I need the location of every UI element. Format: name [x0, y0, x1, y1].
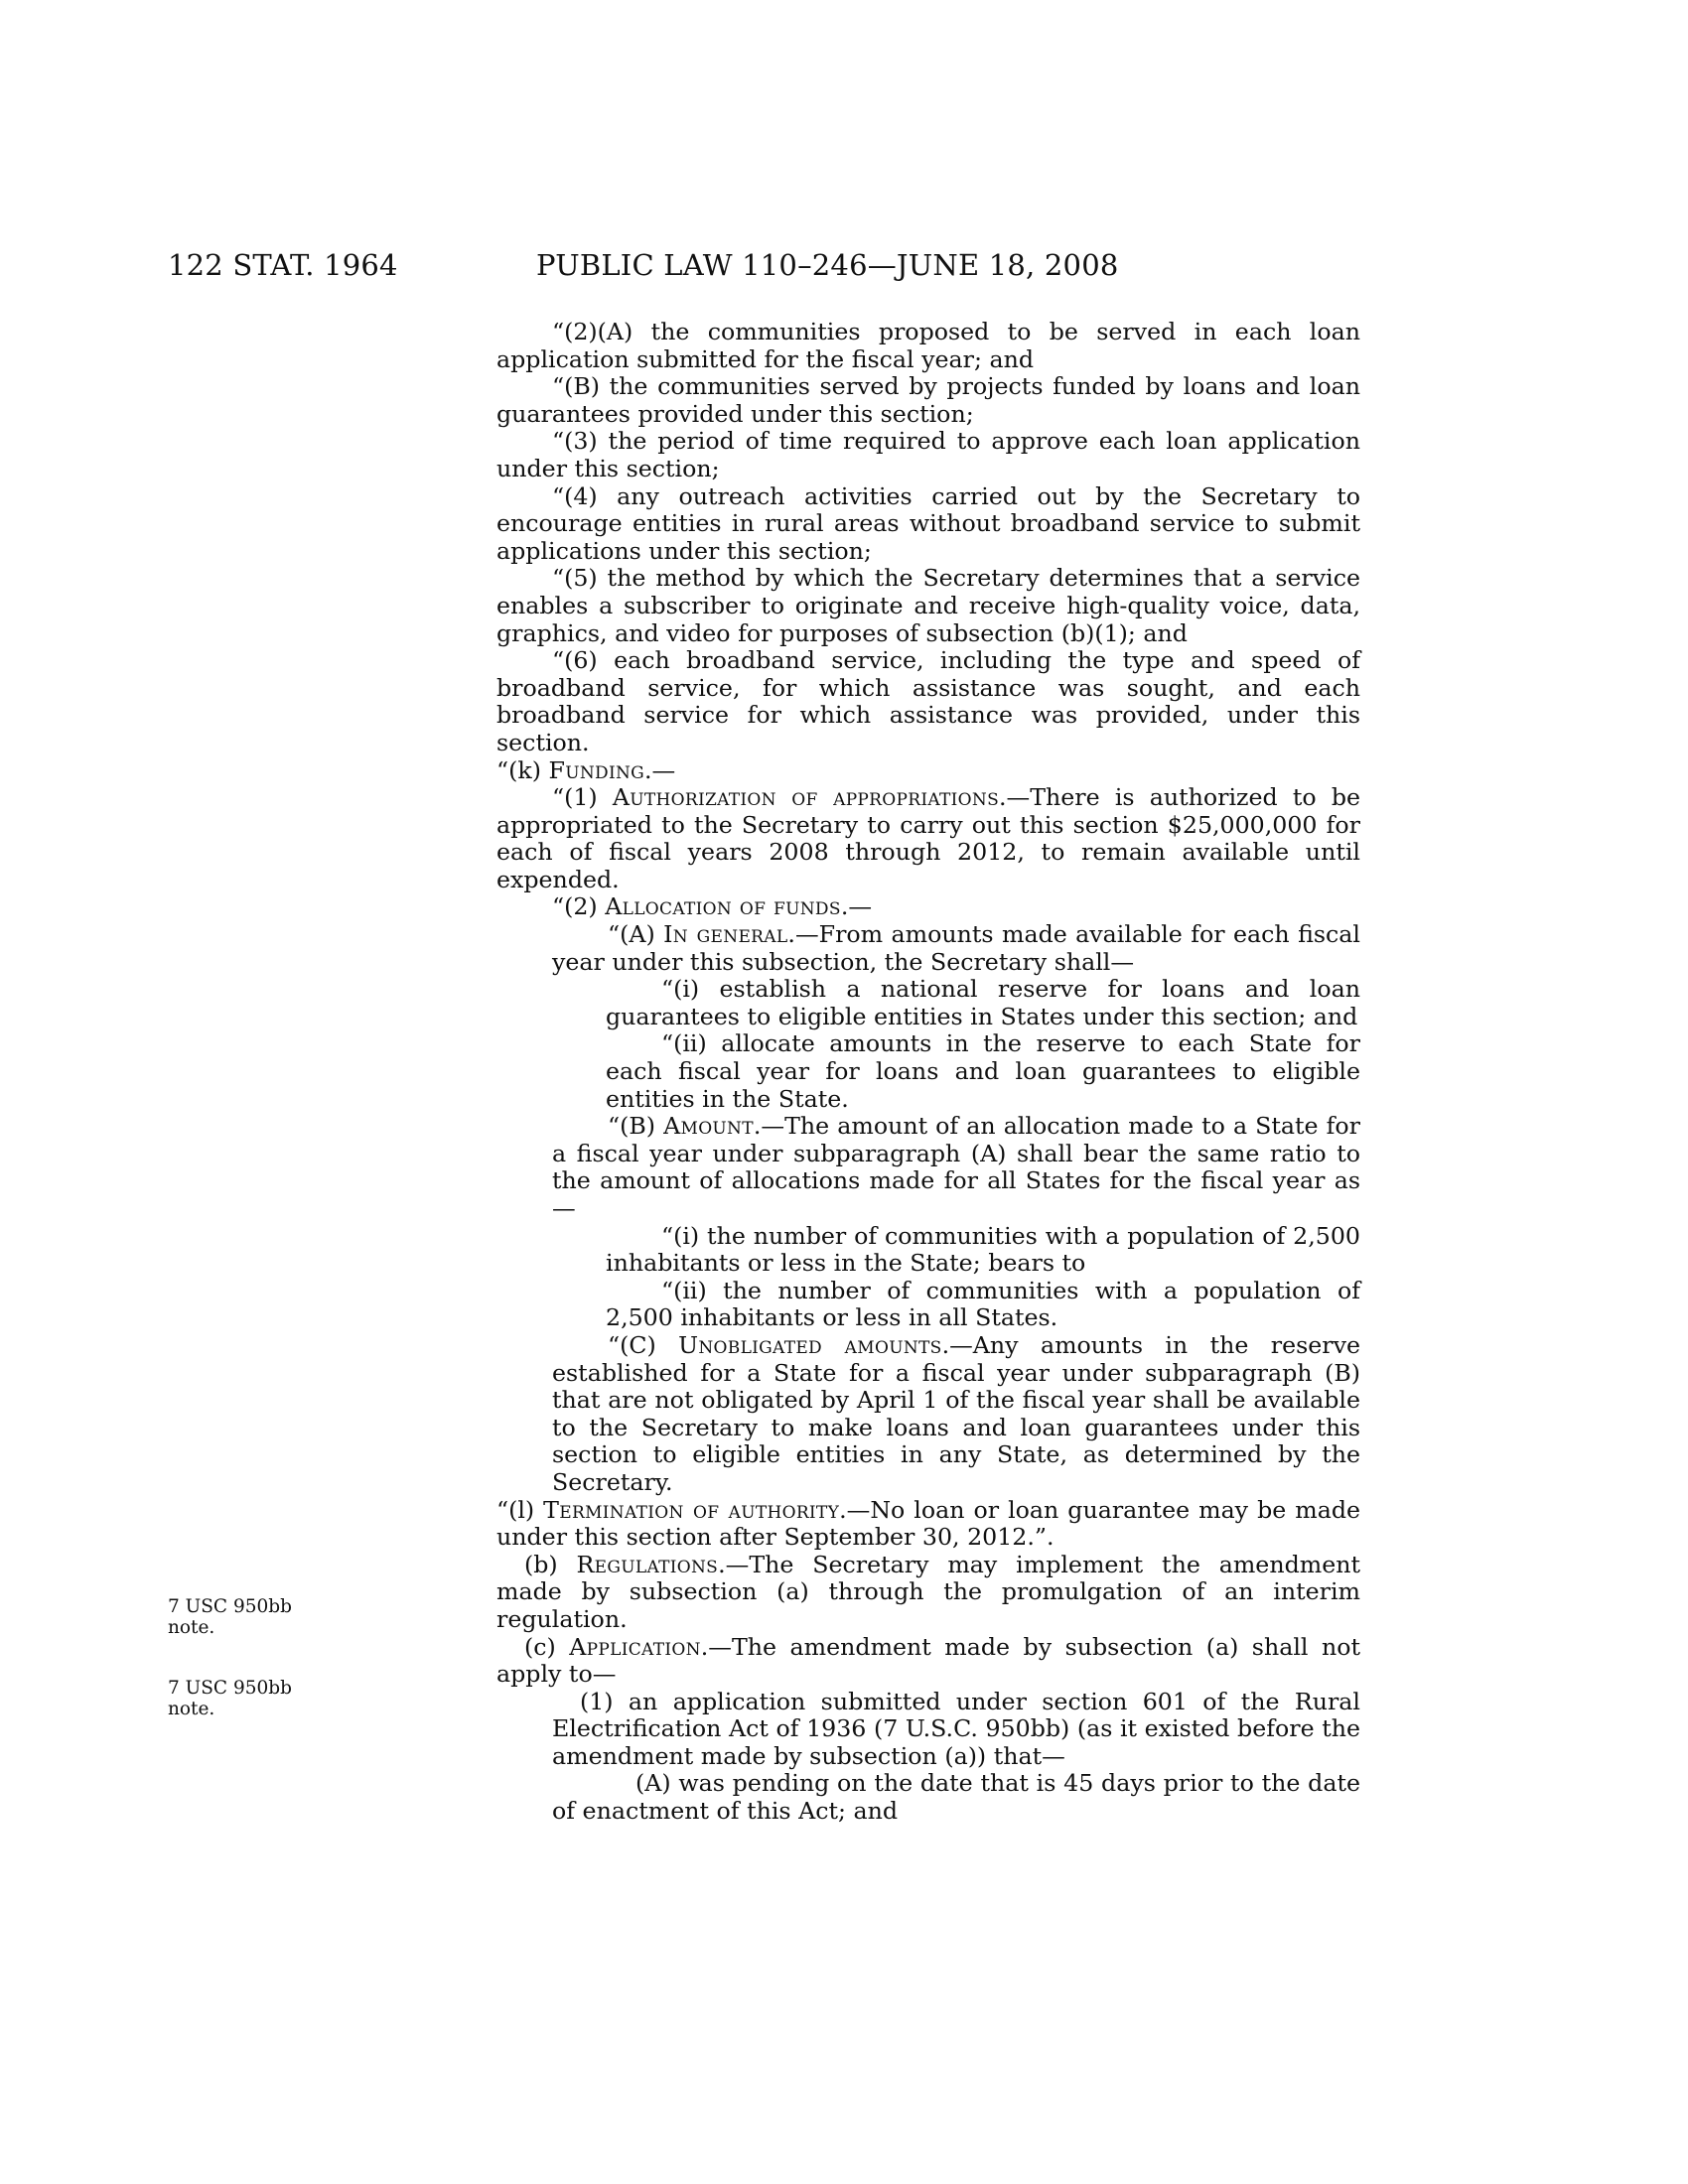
subparagraph-b: “(B) Amount.—The amount of an allocation made to a State for a fiscal year under subparagraph (A) shall bear the same ratio to the amount of allocations made for all States for the fiscal year as—: [552, 1112, 1360, 1222]
subparagraph-c1a: (A) was pending on the date that is 45 days prior to the date of enactment of this Act; and: [552, 1769, 1360, 1826]
paragraph-6: “(6) each broadband service, including the type and speed of broadband service, for which assistance was sought, and each broadband service for which assistance was provided, under this section.: [496, 646, 1360, 756]
subparagraph-c: “(C) Unobligated amounts.—Any amounts in the reserve established for a State for a fiscal year under subparagraph (B) that are not obligated by April 1 of the fiscal year shall be available to the Secretary to make loans and loan guarantees under this section to eligible entities in any State, as determined by the Secretary.: [552, 1330, 1360, 1496]
subsection-k2-heading: “(2) Allocation of funds.—: [552, 892, 873, 921]
clause-b-ii: “(ii) the number of communities with a population of 2,500 inhabitants or less in all States.: [606, 1276, 1360, 1332]
clause-b-i: “(i) the number of communities with a population of 2,500 inhabitants or less in the State; bears to: [606, 1221, 1360, 1278]
paragraph-3: “(3) the period of time required to approve each loan application under this section;: [496, 427, 1360, 482]
clause-a-ii: “(ii) allocate amounts in the reserve to each State for each fiscal year for loans and loan guarantees to eligible entities in the State.: [606, 1029, 1360, 1113]
margin-note-citation: 7 USC 950bb: [168, 1596, 292, 1617]
margin-note-application: [168, 1678, 292, 1719]
paragraph-4: “(4) any outreach activities carried out by the Secretary to encourage entities in rural areas without broadband service to submit applications under this section;: [496, 481, 1360, 565]
running-head-title: PUBLIC LAW 110–246—JUNE 18, 2008: [536, 248, 1119, 282]
margin-note-label: note.: [168, 1617, 215, 1638]
margin-note-regulations: [168, 1596, 292, 1638]
margin-note-citation: 7 USC 950bb: [168, 1678, 292, 1699]
clause-a-i: “(i) establish a national reserve for loans and loan guarantees to eligible entities in States under this section; and: [606, 975, 1360, 1030]
subsection-l: “(l) Termination of authority.—No loan or loan guarantee may be made under this section after September 30, 2012.”.: [496, 1495, 1361, 1552]
subsection-b-regulations: (b) Regulations.—The Secretary may implement the amendment made by subsection (a) through the promulgation of an interim regulation.: [496, 1550, 1360, 1633]
statute-body: [496, 319, 1360, 1826]
subparagraph-a: “(A) In general.—From amounts made available for each fiscal year under this subsection, the Secretary shall—: [552, 920, 1361, 976]
subsection-k-heading: “(k) Funding.—: [496, 755, 676, 784]
page-reference: 122 STAT. 1964: [168, 248, 398, 282]
subsection-c-application: (c) Application.—The amendment made by subsection (a) shall not apply to—: [496, 1632, 1361, 1689]
paragraph-2a: “(2)(A) the communities proposed to be served in each loan application submitted for the fiscal year; and: [496, 318, 1360, 373]
paragraph-2b: “(B) the communities served by projects funded by loans and loan guarantees provided under this section;: [496, 372, 1360, 428]
margin-note-label: note.: [168, 1699, 215, 1719]
paragraph-c1: (1) an application submitted under section 601 of the Rural Electrification Act of 1936 (7 U.S.C. 950bb) (as it existed before the amendment made by subsection (a)) that—: [552, 1687, 1360, 1770]
paragraph-5: “(5) the method by which the Secretary determines that a service enables a subscriber to originate and receive high-quality voice, data, graphics, and video for purposes of subsection (b)(1); and: [496, 564, 1360, 647]
subsection-k1: “(1) Authorization of appropriations.—There is authorized to be appropriated to the Secretary to carry out this section $25,000,000 for each of fiscal years 2008 through 2012, to remain available until expended.: [496, 783, 1361, 893]
